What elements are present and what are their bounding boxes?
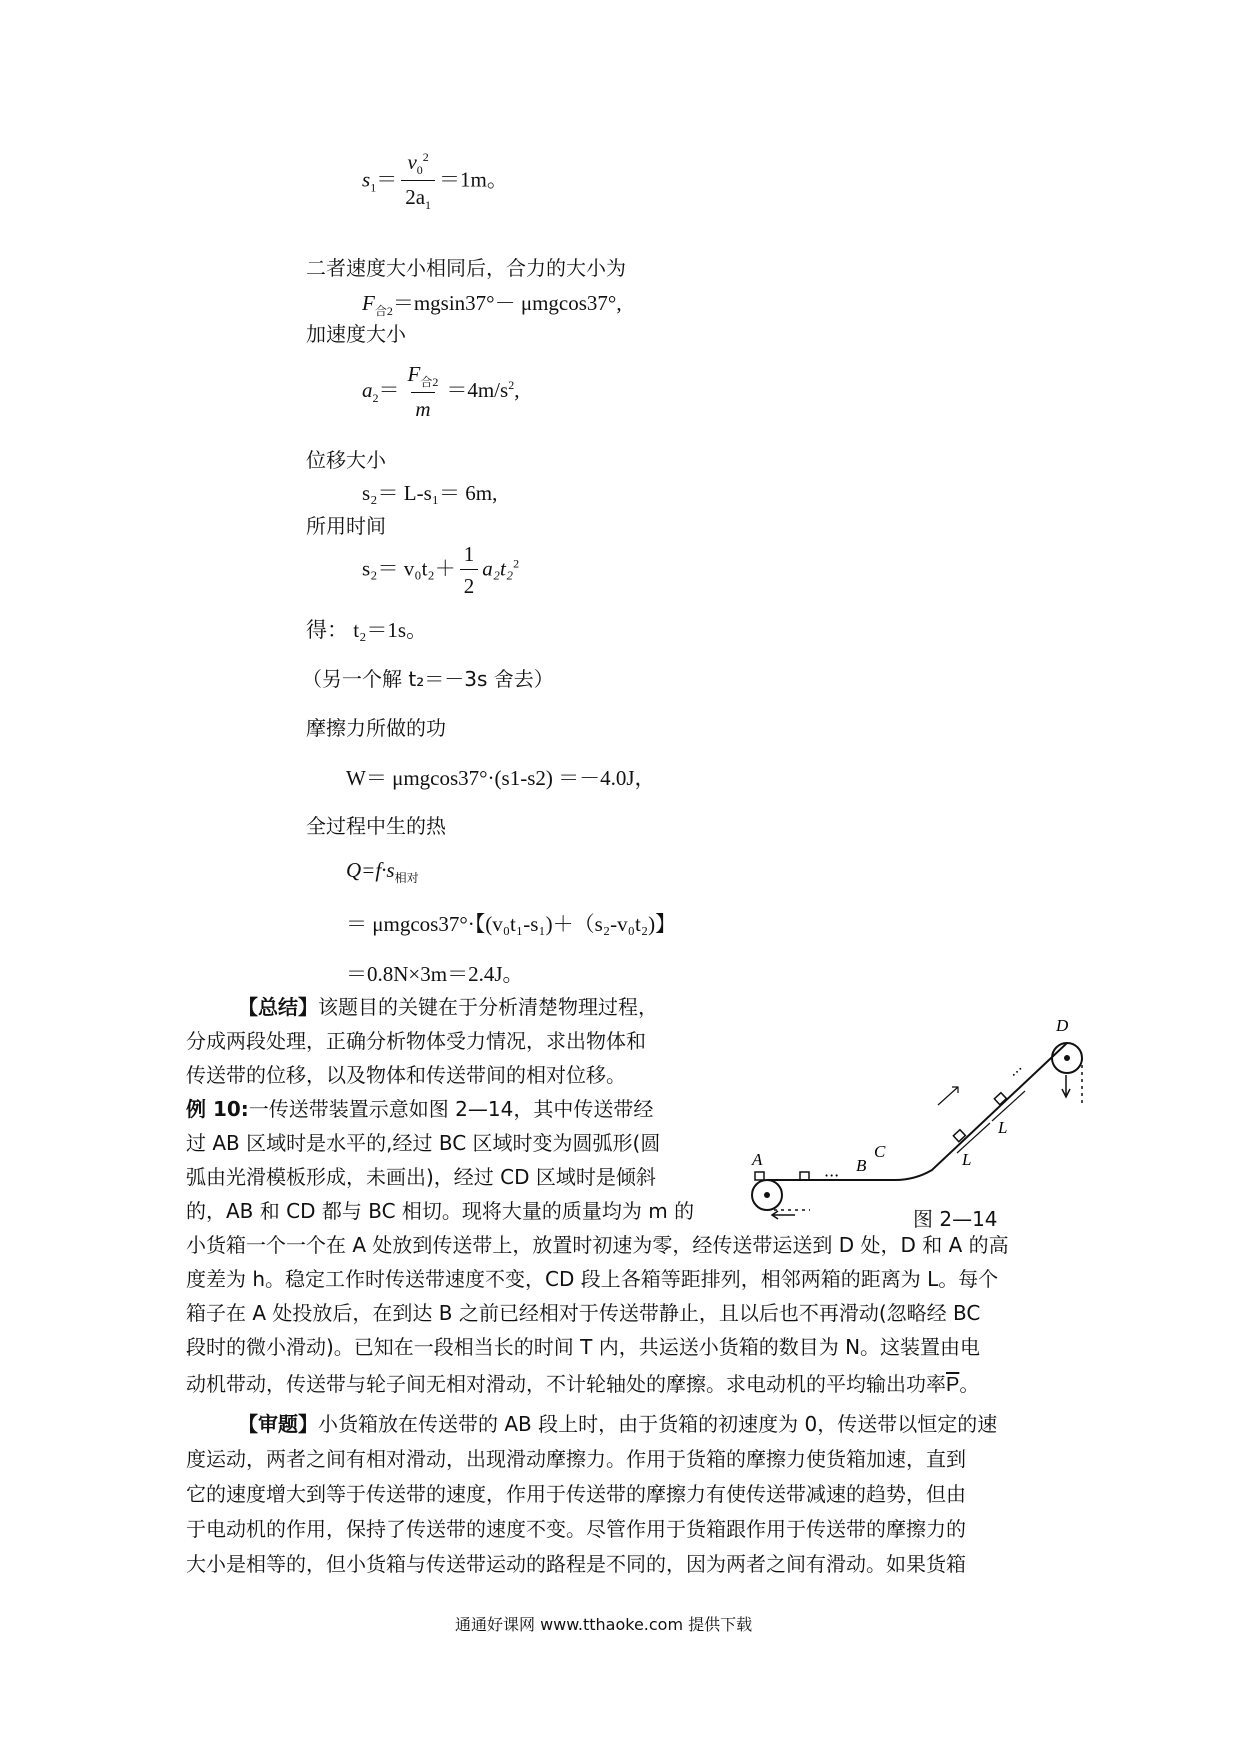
label-D: D [1056, 1016, 1069, 1035]
eq-F2: $F_{合2}=mgsin37^\circ- \mu mgcos37^\circ$, [362, 291, 622, 319]
text-displacement: 位移大小 [306, 448, 386, 472]
box-ab [800, 1172, 809, 1180]
dots-incline: ··· [1007, 1062, 1029, 1083]
eq-Q: $Q=f\cdot s_{相对}$ [346, 858, 419, 886]
example-line-7: 箱子在 A 处投放后，在到达 B 之前已经相对于传送带静止，且以后也不再滑动(忽略经 BC [186, 1301, 981, 1325]
conveyor-diagram [700, 1015, 1120, 1240]
return-arrow [772, 1211, 795, 1219]
example-line-5: 小货箱一个一个在 A 处放到传送带上，放置时初速为零，经传送带运送到 D 处，D 和 A 的高 [186, 1233, 1009, 1257]
belt-top [767, 1043, 1067, 1180]
label-L1: L [962, 1150, 972, 1169]
roller-right-axle [1064, 1055, 1070, 1061]
analysis-tag: 【审题】 [238, 1412, 318, 1436]
text-work: 摩擦力所做的功 [306, 716, 446, 740]
example-line-8: 段时的微小滑动)。已知在一段相当长的时间 T 内，共运送小货箱的数目为 N。这装置由电 [186, 1335, 981, 1359]
text-accel: 加速度大小 [306, 322, 406, 346]
text-heat: 全过程中生的热 [306, 814, 446, 838]
analysis-line-4: 于电动机的作用，保持了传送带的速度不变。尽管作用于货箱跟作用于传送带的摩擦力的 [186, 1517, 966, 1541]
summary-line-3: 传送带的位移，以及物体和传送带间的相对位移。 [186, 1063, 626, 1087]
example-line-2: 过 AB 区域时是水平的,经过 BC 区域时变为圆弧形(圆 [186, 1131, 661, 1155]
analysis-line-5: 大小是相等的，但小货箱与传送带运动的路程是不同的，因为两者之间有滑动。如果货箱 [186, 1552, 966, 1576]
eq-Q-expand: ＝ μmgcos37°·【(v₀t₁-s₁)＋（s₂-v₀t₂)】 [346, 912, 677, 936]
label-B: B [856, 1156, 867, 1175]
example-line-4: 的，AB 和 CD 都与 BC 相切。现将大量的质量均为 m 的 [186, 1199, 695, 1223]
text-other-root: （另一个解 t₂＝－3s 舍去） [302, 667, 554, 691]
text-time: 所用时间 [306, 514, 386, 538]
roller-left-axle [764, 1192, 770, 1198]
text-combined: 二者速度大小相同后，合力的大小为 [306, 256, 626, 280]
summary-line-1: 【总结】该题目的关键在于分析清楚物理过程， [238, 995, 658, 1019]
summary-tag: 【总结】 [238, 995, 318, 1019]
eq-s2-time: s₂＝ v₀t₂＋ $\frac{1}{2}$ a₂t₂$^2$ [362, 542, 520, 598]
analysis-line-3: 它的速度增大到等于传送带的速度，作用于传送带的摩擦力有使传送带减速的趋势，但由 [186, 1482, 966, 1506]
speed-arrow [938, 1087, 958, 1105]
dots-horizontal: ··· [824, 1166, 840, 1185]
eq-work: W＝ μmgcos37°·(s1-s2) ＝－4.0J， [346, 766, 656, 790]
figure-caption: 图 2—14 [913, 1207, 998, 1231]
power-symbol: $\overline{P}$ [946, 1374, 960, 1396]
summary-line-2: 分成两段处理，正确分析物体受力情况，求出物体和 [186, 1029, 646, 1053]
eq-Q-result: ＝0.8N×3m＝2.4J。 [346, 962, 524, 986]
down-arrow [1062, 1075, 1070, 1097]
page-footer: 通通好课网 www.tthaoke.com 提供下载 [455, 1615, 753, 1634]
example-line-6: 度差为 h。稳定工作时传送带速度不变，CD 段上各箱等距排列，相邻两箱的距离为 L。每个 [186, 1267, 999, 1291]
example-tag: 例 10: [186, 1097, 249, 1121]
label-L2: L [998, 1118, 1008, 1137]
analysis-line-1: 【审题】小货箱放在传送带的 AB 段上时，由于货箱的初速度为 0，传送带以恒定的速 [238, 1412, 998, 1436]
example-line-3: 弧由光滑模板形成，未画出)，经过 CD 区域时是倾斜 [186, 1165, 656, 1189]
label-A: A [752, 1150, 763, 1169]
label-C: C [874, 1142, 886, 1161]
example-line-1: 例 10:一传送带装置示意如图 2—14，其中传送带经 [186, 1097, 654, 1121]
eq-t2-result: 得： t₂＝1s。 [306, 618, 428, 642]
analysis-line-2: 度运动，两者之间有相对滑动，出现滑动摩擦力。作用于货箱的摩擦力使货箱加速，直到 [186, 1447, 966, 1471]
eq-s2: s₂＝ L-s₁＝ 6m, [362, 481, 498, 505]
eq-s1: $s_1=$ $\frac{v_0^2}{2a_1}$ ＝1m。 [362, 150, 508, 213]
example-line-9: 动机带动，传送带与轮子间无相对滑动，不计轮轴处的摩擦。求电动机的平均输出功率$\overline{P}$。 [186, 1372, 980, 1396]
box-a [755, 1172, 764, 1180]
eq-a2: $a_2=$ $\frac{F_{合2}}{m}$ $=4m/s^2$, [362, 362, 520, 422]
